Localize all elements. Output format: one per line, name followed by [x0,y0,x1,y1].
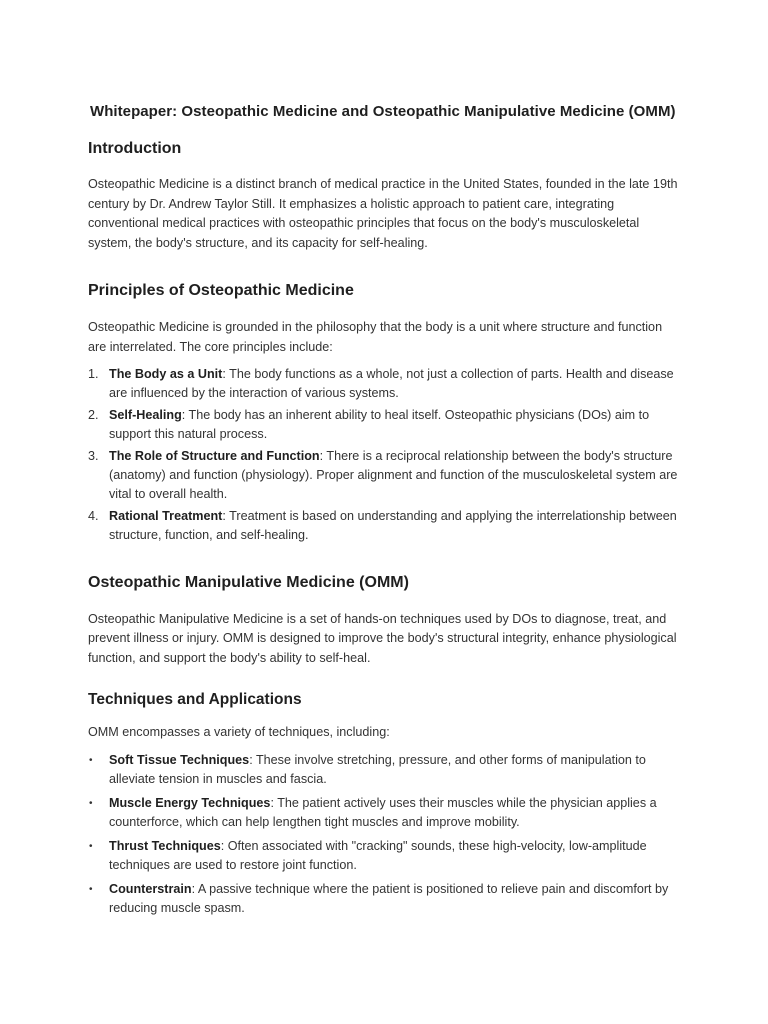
techniques-list [88,751,680,918]
bullet-icon: • [89,754,93,766]
list-item [88,837,680,875]
omm-paragraph: Osteopathic Manipulative Medicine is a set of hands-on techniques used by DOs to diagnose, treat, and prevent illness or injury. OMM is designed to improve the body's structural integrity, enhance physiological function, and support the body's ability to self-heal. [88,611,677,665]
list-item [88,794,680,832]
bullet-icon: • [89,797,93,809]
list-item [88,751,680,789]
list-item-term: Muscle Energy Techniques [109,795,271,810]
list-item-term: Rational Treatment [109,508,223,523]
list-item-text: : Treatment is based on understanding and applying the interrelationship between structure, function, and self-healing. [109,508,677,542]
introduction-paragraph: Osteopathic Medicine is a distinct branch of medical practice in the United States, founded in the late 19th century by Dr. Andrew Taylor Still. It emphasizes a holistic approach to patient care, integrating conventional medical practices with osteopathic principles that focus on the body's musculoskeletal system, the body's structure, and its capacity for self-healing. [88,177,678,250]
list-item-text: : Often associated with "cracking" sounds, these high-velocity, low-amplitude techniques are used to restore joint function. [109,838,647,872]
techniques-heading: Techniques and Applications [88,691,302,709]
list-item [88,507,680,545]
list-item [88,880,680,918]
list-item-term: Thrust Techniques [109,838,221,853]
list-item-term: The Body as a Unit [109,366,223,381]
list-item-text: : The body functions as a whole, not just a collection of parts. Health and disease are influenced by the interaction of various systems. [109,366,674,400]
omm-heading: Osteopathic Manipulative Medicine (OMM) [88,573,409,591]
list-item-text: : The patient actively uses their muscles while the physician applies a counterforce, which can help lengthen tight muscles and improve mobility. [109,795,657,829]
bullet-icon: • [89,840,93,852]
list-item [88,365,680,403]
list-item-text: : There is a reciprocal relationship between the body's structure (anatomy) and function (physiology). Proper alignment and function of the musculoskeletal system are vital to overall health. [109,448,678,501]
list-number: 2. [88,407,99,422]
list-item-term: Soft Tissue Techniques [109,752,250,767]
bullet-icon: • [89,883,93,895]
list-number: 3. [88,448,99,463]
list-item-text: : A passive technique where the patient is positioned to relieve pain and discomfort by reducing muscle spasm. [109,881,669,915]
list-item-term: Self-Healing [109,407,182,422]
list-item-term: Counterstrain [109,881,192,896]
document-title: Whitepaper: Osteopathic Medicine and Osteopathic Manipulative Medicine (OMM) [90,103,676,120]
principles-paragraph: Osteopathic Medicine is grounded in the philosophy that the body is a unit where structure and function are interrelated. The core principles include: [88,320,663,354]
principles-list [88,365,680,545]
list-item-text: : The body has an inherent ability to heal itself. Osteopathic physicians (DOs) aim to support this natural process. [109,407,650,441]
list-number: 1. [88,366,99,381]
principles-heading: Principles of Osteopathic Medicine [88,282,354,300]
introduction-heading: Introduction [88,140,182,157]
list-item-term: The Role of Structure and Function [109,448,320,463]
techniques-paragraph: OMM encompasses a variety of techniques, including: [88,725,390,740]
list-number: 4. [88,508,99,523]
list-item [88,447,680,504]
list-item [88,406,680,444]
list-item-text: : These involve stretching, pressure, and other forms of manipulation to alleviate tension in muscles and fascia. [109,752,646,786]
